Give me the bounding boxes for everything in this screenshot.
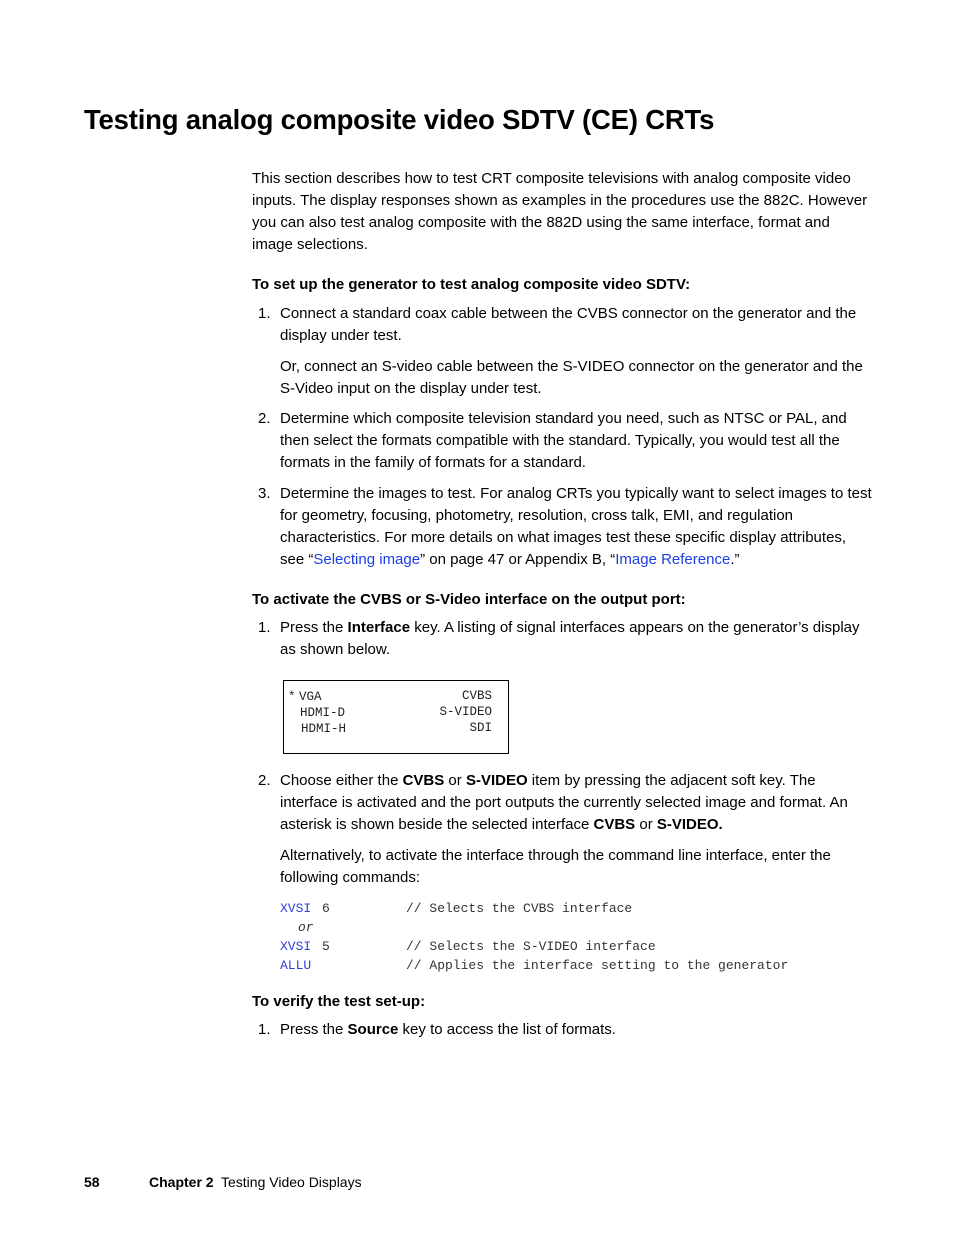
command-xvsi[interactable]: XVSI — [280, 939, 312, 954]
step-text: ” on page 47 or Appendix B, “ — [420, 551, 616, 568]
step-number: 1. — [258, 619, 271, 636]
step-number: 2. — [258, 772, 271, 789]
command-arg: 5 — [322, 939, 330, 954]
display-item-hdmi-d: HDMI-D — [300, 706, 346, 720]
step-text: or — [444, 772, 466, 789]
page-number: 58 — [84, 1174, 100, 1190]
step-number: 1. — [258, 1021, 271, 1038]
command-row — [280, 937, 656, 956]
bold-term: S-VIDEO. — [656, 816, 723, 833]
command-xvsi[interactable]: XVSI — [280, 901, 312, 916]
step-text: Choose either the — [280, 772, 403, 789]
command-comment: // Selects the S-VIDEO interface — [406, 939, 656, 954]
verify-heading: To verify the test set-up: — [252, 993, 426, 1010]
display-item-vga: VGA — [299, 690, 322, 704]
command-row — [280, 899, 633, 918]
command-allu[interactable]: ALLU — [280, 958, 312, 973]
step-text: Determine the images to test. For analog CRTs you typically want to select images to test for geometry, focusing, photometry, resolution, cross talk, EMI, and regulation characteristics. For more details on what images test these specific display attributes, see “ — [280, 485, 872, 568]
bold-term: CVBS — [593, 816, 636, 833]
step-number: 2. — [258, 410, 271, 427]
command-or: or — [298, 920, 314, 935]
setup-step-1-alt: Or, connect an S-video cable between the S-VIDEO connector on the generator and the S-Video input on the display under test. — [280, 358, 863, 397]
bold-term: S-VIDEO — [465, 772, 528, 789]
source-key-label: Source — [347, 1021, 399, 1038]
activate-step-1 — [280, 617, 872, 661]
activate-step-2 — [280, 770, 872, 836]
command-comment: // Selects the CVBS interface — [406, 901, 633, 916]
interface-key-label: Interface — [347, 619, 411, 636]
activate-heading: To activate the CVBS or S-Video interface on the output port: — [252, 591, 686, 608]
image-reference-link[interactable]: Image Reference — [615, 551, 731, 568]
step-text: key. A listing of signal interfaces appears on the generator’s display as shown below. — [280, 619, 860, 658]
step-text: Press the — [280, 1021, 348, 1038]
display-item-hdmi-h: HDMI-H — [301, 722, 347, 736]
display-item-cvbs: CVBS — [461, 689, 492, 703]
alternative-paragraph: Alternatively, to activate the interface through the command line interface, enter the following commands: — [280, 847, 831, 886]
step-text: item by pressing the adjacent soft key. The interface is activated and the port outputs the currently selected image and format. An asterisk is shown beside the selected interface — [280, 772, 848, 833]
command-row — [280, 956, 789, 975]
display-marker: * — [288, 690, 296, 704]
selecting-image-link[interactable]: Selecting image — [313, 551, 421, 568]
step-number: 1. — [258, 305, 271, 322]
setup-step-1: Connect a standard coax cable between the CVBS connector on the generator and the display under test. — [280, 305, 857, 344]
command-block — [280, 899, 872, 979]
step-text: key to access the list of formats. — [398, 1021, 616, 1038]
verify-step-1 — [280, 1019, 872, 1041]
command-arg: 6 — [322, 901, 330, 916]
setup-step-2: Determine which composite television standard you need, such as NTSC or PAL, and then select the formats compatible with the standard. Typically, you would test all the formats in the family of formats for a standard. — [280, 410, 847, 471]
generator-display — [283, 680, 509, 754]
command-comment: // Applies the interface setting to the generator — [406, 958, 789, 973]
footer-chapter: Chapter 2 — [149, 1174, 214, 1190]
step-text: .” — [730, 551, 740, 568]
display-item-sdi: SDI — [469, 721, 492, 735]
bold-term: CVBS — [402, 772, 445, 789]
display-item-s-video: S-VIDEO — [439, 705, 492, 719]
footer-section: Testing Video Displays — [221, 1174, 362, 1190]
setup-heading: To set up the generator to test analog composite video SDTV: — [252, 276, 691, 293]
setup-step-3 — [280, 483, 872, 571]
page-title: Testing analog composite video SDTV (CE) CRTs — [84, 104, 715, 135]
step-text: or — [635, 816, 657, 833]
step-text: Press the — [280, 619, 348, 636]
step-number: 3. — [258, 485, 271, 502]
intro-paragraph: This section describes how to test CRT composite televisions with analog composite video inputs. The display responses shown as examples in the procedures use the 882C. However you can also test analog composite with the 882D using the same interface, format and image selections. — [252, 170, 868, 253]
